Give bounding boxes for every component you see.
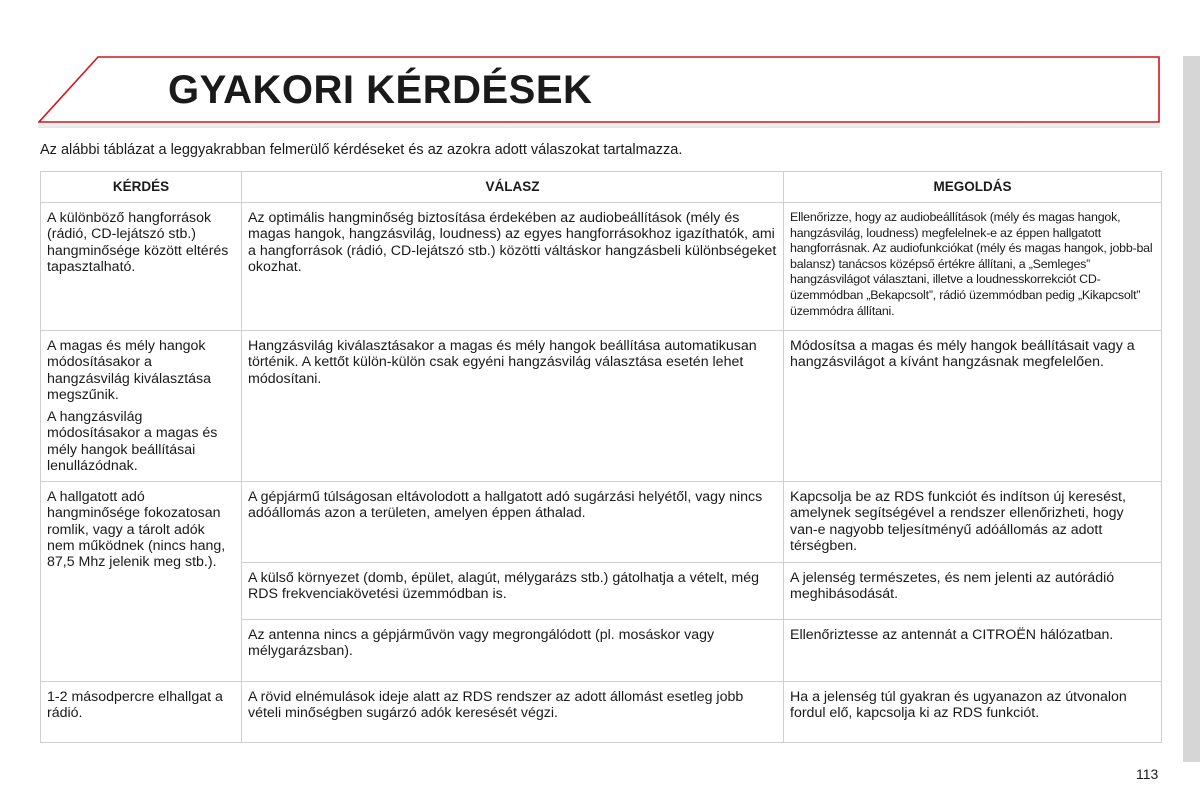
question-cell xyxy=(41,203,242,331)
intro-text: Az alábbi táblázat a leggyakrabban felmerülő kérdéseket és az azokra adott válaszokat tartalmazza. xyxy=(40,142,683,158)
answer-cell: Az optimális hangminőség biztosítása érdekében az audiobeállítások (mély és magas hangok, hangzásvilág, loudness) az egyes hangforrásokhoz igazíthatók, ami a hangforrások (rádió, CD-lejátszó stb.) közötti váltáskor hangzásbeli különbségeket okozhat. xyxy=(242,203,784,331)
table-row xyxy=(41,482,1162,563)
answer-cell: A gépjármű túlságosan eltávolodott a hallgatott adó sugárzási helyétől, vagy nincs adóállomás azon a területen, amelyen éppen áthalad. xyxy=(242,482,784,563)
solution-cell: Kapcsolja be az RDS funkciót és indítson új keresést, amelynek segítségével a rendszer ellenőrizheti, hogy van-e nagyobb teljesítményű adóállomás az adott térségben. xyxy=(784,482,1162,563)
question-text: A hangzásvilág módosításakor a magas és mély hangok beállításai lenullázódnak. xyxy=(47,409,218,475)
question-text: A hallgatott adó hangminősége fokozatosan romlik, vagy a tárolt adók nem működnek (nincs hang, 87,5 Mhz jelenik meg stb.). xyxy=(47,489,226,571)
solution-cell: Ellenőrizze, hogy az audiobeállítások (mély és magas hangok, hangzásvilág, loudness) megfelelnek-e az éppen hallgatott hangforrásnak. Az audiofunkciókat (mély és magas hangok, jobb-bal balansz) tanácsos középső értékre állítani, a „Semleges” hangzásvilágot választani, illetve a loudnesskorrekciót CD-üzemmódban „Bekapcsolt”, rádió üzemmódban pedig „Kikapcsolt” üzemmódra állítani. xyxy=(784,203,1162,331)
column-header-solution: MEGOLDÁS xyxy=(784,172,1162,203)
page-number: 113 xyxy=(1136,766,1159,782)
answer-cell: Az antenna nincs a gépjárművön vagy megrongálódott (pl. mosáskor vagy mélygarázsban). xyxy=(242,620,784,682)
question-cell xyxy=(41,331,242,482)
answer-cell: A külső környezet (domb, épület, alagút, mélygarázs stb.) gátolhatja a vételt, még RDS frekvenciakövetési üzemmódban is. xyxy=(242,563,784,620)
answer-cell: Hangzásvilág kiválasztásakor a magas és mély hangok beállítása automatikusan történik. A kettőt külön-külön csak egyéni hangzásvilág választása esetén lehet módosítani. xyxy=(242,331,784,482)
answer-cell: A rövid elnémulások ideje alatt az RDS rendszer az adott állomást esetleg jobb vételi minőségben sugárzó adók keresését végzi. xyxy=(242,682,784,743)
solution-cell: Ellenőriztesse az antennát a CITROËN hálózatban. xyxy=(784,620,1162,682)
solution-cell: A jelenség természetes, és nem jelenti az autórádió meghibásodását. xyxy=(784,563,1162,620)
column-header-answer: VÁLASZ xyxy=(242,172,784,203)
question-cell xyxy=(41,682,242,743)
question-text: A különböző hangforrások (rádió, CD-lejátszó stb.) hangminősége között eltérés tapasztalható. xyxy=(47,210,229,275)
solution-cell: Módosítsa a magas és mély hangok beállításait vagy a hangzásvilágot a kívánt hangzásnak megfelelően. xyxy=(784,331,1162,482)
column-header-question: KÉRDÉS xyxy=(41,172,242,203)
table-row xyxy=(41,682,1162,743)
page-title: GYAKORI KÉRDÉSEK xyxy=(168,68,593,112)
question-text: A magas és mély hangok módosításakor a hangzásvilág kiválasztása megszűnik. xyxy=(47,338,212,403)
table-header-row xyxy=(41,172,1162,203)
side-tab xyxy=(1183,56,1200,762)
question-cell xyxy=(41,482,242,682)
faq-table xyxy=(40,171,1162,743)
table-row xyxy=(41,203,1162,331)
title-box xyxy=(38,56,1162,128)
question-text: 1-2 másodpercre elhallgat a rádió. xyxy=(47,689,223,722)
solution-cell: Ha a jelenség túl gyakran és ugyanazon az útvonalon fordul elő, kapcsolja ki az RDS funkciót. xyxy=(784,682,1162,743)
table-row xyxy=(41,331,1162,482)
